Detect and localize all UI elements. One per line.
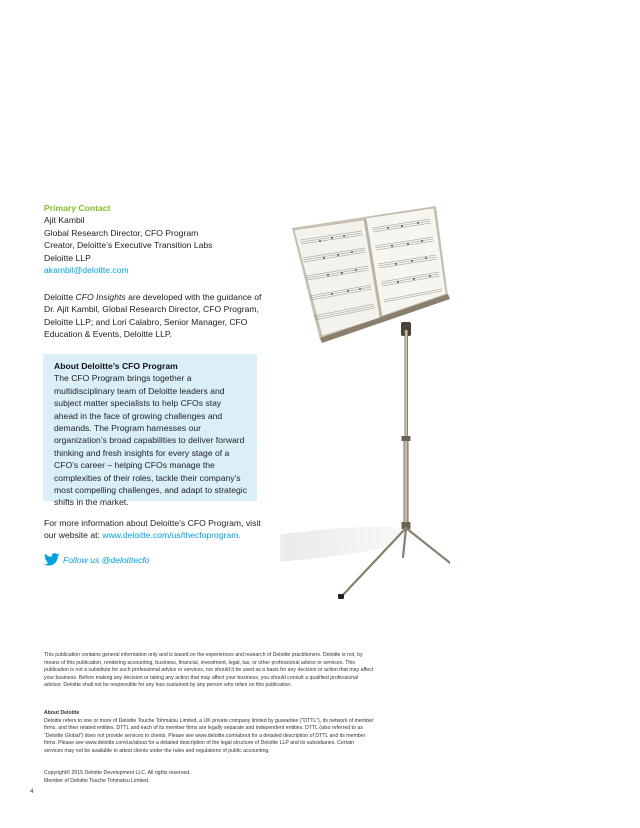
about-program-heading: About Deloitte’s CFO Program [54, 361, 178, 371]
follow-us-text: Follow us @deloittecfo [63, 554, 150, 565]
about-deloitte-body: Deloitte refers to one or more of Deloitte Touche Tohmatsu Limited, a UK private company limited by guarantee (“DTTL”), its network of member firms, and their related entities. DTTL and each of its member firms are legally separate and independent entities. DTTL (also referred to as “Deloitte Global”) does not provide services to clients. Please see www.deloitte.com/about for a detailed description of DTTL and its member firms. Please see www.deloitte.com/us/about for a detailed description of the legal structure of Deloitte LLP and its subsidiaries. Certain services may not be available to attest clients under the rules and regulations of public accounting. [44, 717, 374, 754]
stand-pole-lower [404, 438, 409, 528]
twitter-bird-icon [44, 553, 60, 566]
page-number: 4 [30, 788, 34, 795]
stand-pole-upper [405, 330, 409, 440]
contact-name: Ajit Kambil [44, 215, 85, 226]
copyright-notice [44, 770, 374, 785]
about-deloitte [44, 710, 374, 756]
music-stand-image [280, 200, 450, 610]
copyright-line-1: Copyright© 2015 Deloitte Development LLC. All rights reserved. [44, 770, 191, 776]
more-info-text: For more information about Deloitte’s CFO Program, visit our website at: [44, 518, 261, 541]
copyright-line-2: Member of Deloitte Touche Tohmatsu Limited. [44, 777, 150, 784]
guidance-publication-name: CFO Insights [75, 292, 126, 302]
guidance-prefix: Deloitte [44, 292, 76, 302]
more-info-paragraph [44, 517, 274, 542]
primary-contact [44, 202, 274, 276]
about-program-box [43, 354, 257, 508]
guidance-text: are developed with the guidance of Dr. Ajit Kambil, Global Research Director, CFO Program, Deloitte LLP; and Lori Calabro, Senior Manager, CFO Education & Events, Deloitte LLP. [44, 292, 262, 340]
follow-us[interactable] [44, 553, 150, 566]
stand-shadow [280, 520, 421, 571]
contact-email-link[interactable]: akambil@deloitte.com [44, 265, 129, 276]
contact-role-1: Global Research Director, CFO Program [44, 227, 199, 238]
contact-role-2: Creator, Deloitte’s Executive Transition Labs [44, 240, 213, 251]
about-deloitte-heading: About Deloitte [44, 710, 80, 716]
guidance-paragraph [44, 291, 266, 341]
contact-title: Primary Contact [44, 203, 111, 213]
program-website-link[interactable]: www.deloitte.com/us/thecfoprogram. [102, 530, 241, 541]
contact-company: Deloitte LLP [44, 252, 91, 263]
disclaimer-text: This publication contains general information only and is based on the experiences and research of Deloitte practitioners. Deloitte is not, by means of this publication, rendering accounting, business, financial, investment, legal, tax, or other professional advice or services. This publication is not a substitute for such professional advice or services, nor should it be used as a basis for any decision or action that may affect your business. Before making any decision or taking any action that may affect your business, you should consult a qualified professional advisor. Deloitte shall not be responsible for any loss sustained by any person who relies on this publication. [44, 652, 374, 689]
about-program-body: The CFO Program brings together a multidisciplinary team of Deloitte leaders and subject matter specialists to help CFOs stay ahead in the face of growing challenges and demands. The Program harnesses our organization’s broad capabilities to deliver forward thinking and fresh insights for every stage of a CFO’s career – helping CFOs manage the complexities of their roles, tackle their company’s most compelling challenges, and adapt to strategic shifts in the market. [54, 373, 247, 508]
